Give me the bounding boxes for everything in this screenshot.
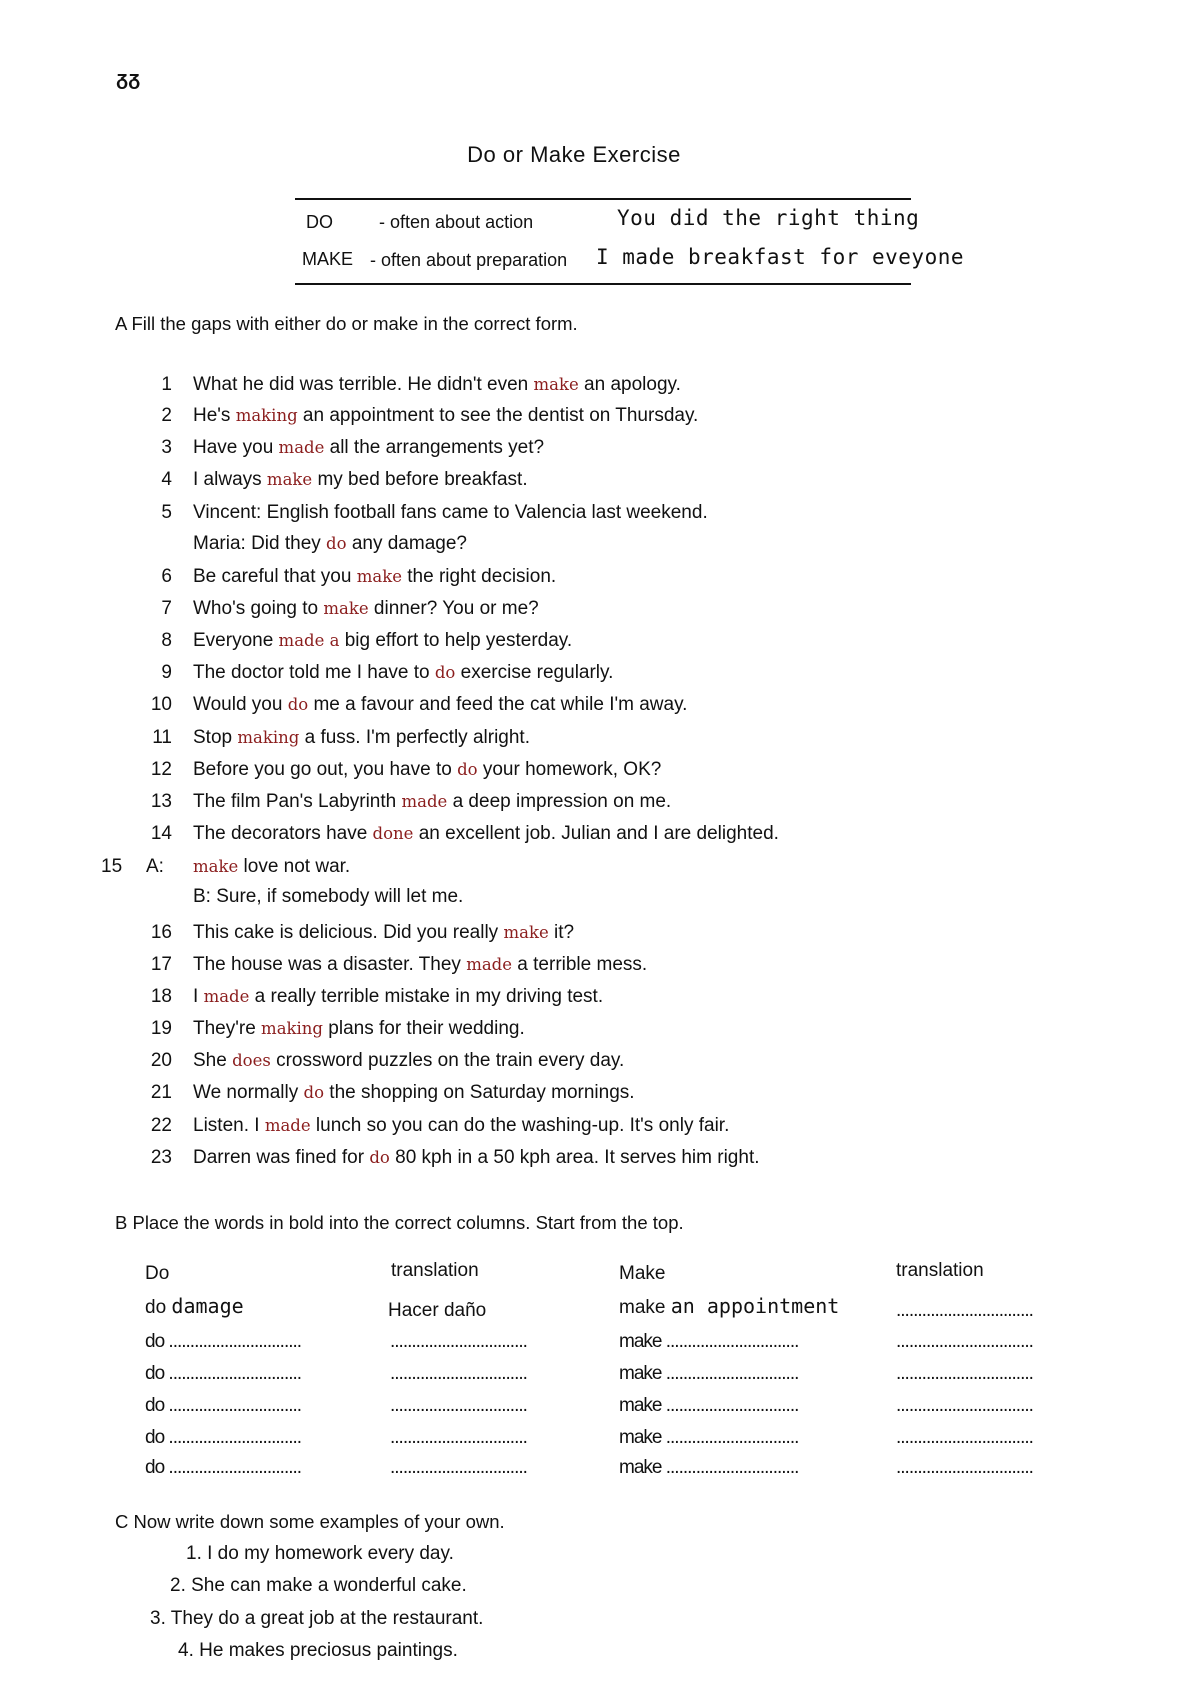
sentence-text: love not war. [238,856,351,877]
exercise-sentence [193,1115,729,1137]
corner-mark: ᵹᵹ [116,68,141,90]
item-number: 1 [161,374,172,395]
answer-word: do [303,1083,325,1102]
exercise-sentence [193,533,467,555]
translation-blank[interactable]: ................................ [390,1457,527,1478]
exercise-sentence [193,1147,760,1169]
sentence-text: a terrible mess. [512,954,648,975]
sentence-text: the shopping on Saturday mornings. [324,1082,635,1103]
sentence-text: Before you go out, you have to [193,759,458,780]
exercise-sentence [193,598,539,620]
sentence-text: The decorators have [193,823,373,844]
definition-do-key: DO [306,212,333,232]
bottom-rule [295,283,911,285]
exercise-sentence [193,1018,525,1040]
item-number: 20 [150,1050,172,1071]
answer-word: make [356,567,402,586]
item-number: 3 [161,437,172,458]
sentence-text: I always [193,469,267,490]
answer-word: done [372,824,414,843]
translation-blank[interactable]: ................................ [896,1363,1033,1384]
sentence-text: Everyone [193,630,279,651]
answer-word: made [264,1116,311,1135]
exercise-sentence [193,1050,624,1072]
item-number: 21 [150,1082,172,1103]
sentence-text: my bed before breakfast. [312,469,528,490]
sentence-text: The doctor told me I have to [193,662,435,683]
sentence-text: it? [548,922,575,943]
make-blank[interactable]: make ............................... [619,1395,799,1416]
definition-make-description: - often about preparation [370,250,568,270]
make-blank[interactable]: make ............................... [619,1331,799,1352]
definition-do-example: You did the right thing [617,206,920,230]
sentence-text: lunch so you can do the washing-up. It's only fair. [310,1115,730,1136]
answer-word: making [235,406,298,425]
make-blank[interactable]: make ............................... [619,1427,799,1448]
sentence-text: any damage? [346,533,467,554]
sentence-text: Be careful that you [193,566,357,587]
exercise-sentence [193,791,671,813]
answer-word: made [401,792,448,811]
speaker-label: A: [146,856,164,877]
exercise-sentence [193,694,687,716]
do-blank[interactable]: do ............................... [145,1457,302,1478]
first-row-do [145,1294,244,1319]
sentence-text: Stop [193,727,238,748]
answer-word: do [457,760,478,779]
item-number: 6 [161,566,172,587]
first-row-make [619,1294,839,1319]
example-item: 1. I do my homework every day. [186,1543,454,1564]
exercise-sentence [193,954,647,976]
item-number: 8 [161,630,172,651]
first-row-make-translation: ................................ [896,1300,1033,1321]
translation-blank[interactable]: ................................ [390,1427,527,1448]
item-number: 5 [161,502,172,523]
sentence-text: a really terrible mistake in my driving test. [249,986,604,1007]
sentence-text: an apology. [578,374,681,395]
example-item: 4. He makes preciosus paintings. [178,1640,458,1661]
translation-blank[interactable]: ................................ [896,1331,1033,1352]
item-number: 19 [150,1018,172,1039]
sentence-text: She [193,1050,233,1071]
answer-word: make [323,599,369,618]
sentence-text: Darren was fined for [193,1147,370,1168]
answer-word: do [434,663,456,682]
sentence-text: Vincent: English football fans came to Valencia last weekend. [193,502,708,523]
item-number: 7 [161,598,172,619]
answer-word: making [261,1019,323,1038]
answer-word: make [266,470,313,489]
answer-word: made [278,438,325,457]
translation-blank[interactable]: ................................ [390,1395,527,1416]
do-blank[interactable]: do ............................... [145,1331,302,1352]
exercise-sentence [193,437,544,459]
make-prefix: make [619,1297,666,1318]
answer-word: made [203,987,250,1006]
sentence-text: What he did was terrible. He didn't even [193,374,534,395]
sentence-text: 80 kph in a 50 kph area. It serves him right. [389,1147,760,1168]
translation-blank[interactable]: ................................ [896,1427,1033,1448]
sentence-text: Have you [193,437,279,458]
column-header-make: Make [619,1263,666,1284]
sentence-text: This cake is delicious. Did you really [193,922,504,943]
item-number: 2 [161,405,172,426]
do-blank[interactable]: do ............................... [145,1395,302,1416]
top-rule [295,198,911,200]
item-number: 22 [150,1115,172,1136]
sentence-text: He's [193,405,236,426]
column-header-translation-do: translation [391,1260,479,1281]
sentence-text: an excellent job. Julian and I are delighted. [413,823,779,844]
item-number: 4 [161,469,172,490]
sentence-text: Would you [193,694,288,715]
sentence-text: Maria: Did they [193,533,327,554]
section-a-heading: A Fill the gaps with either do or make in the correct form. [115,313,578,334]
sentence-text: B: Sure, if somebody will let me. [193,886,464,907]
sentence-text: all the arrangements yet? [324,437,545,458]
answer-word: does [232,1051,271,1070]
answer-word: do [287,695,309,714]
exercise-sentence [193,823,779,845]
exercise-sentence [193,502,708,524]
exercise-sentence [193,856,350,878]
sentence-text: The house was a disaster. They [193,954,467,975]
exercise-sentence [193,566,556,588]
do-blank[interactable]: do ............................... [145,1427,302,1448]
item-number: 11 [152,727,172,748]
sentence-text: The film Pan's Labyrinth [193,791,402,812]
sentence-text: a deep impression on me. [447,791,672,812]
answer-word: make [533,375,579,394]
sentence-text: We normally [193,1082,304,1103]
translation-blank[interactable]: ................................ [896,1395,1033,1416]
sentence-text: crossword puzzles on the train every day. [270,1050,625,1071]
item-number: 18 [150,986,172,1007]
section-b-heading: B Place the words in bold into the correct columns. Start from the top. [115,1212,684,1233]
sentence-text: the right decision. [401,566,557,587]
answer-word: made a [278,631,340,650]
definition-make-key: MAKE [302,249,354,269]
make-answer: an appointment [670,1294,840,1318]
item-number: 14 [150,823,172,844]
sentence-text: big effort to help yesterday. [339,630,573,651]
sentence-text: plans for their wedding. [323,1018,525,1039]
item-number: 9 [161,662,172,683]
translation-blank[interactable]: ................................ [390,1363,527,1384]
sentence-text: an appointment to see the dentist on Thursday. [297,405,699,426]
answer-word: make [503,923,549,942]
sentence-text: Listen. I [193,1115,265,1136]
sentence-text: Who's going to [193,598,324,619]
definition-make-example: I made breakfast for eveyone [596,245,965,269]
sentence-text: your homework, OK? [477,759,662,780]
sentence-text: dinner? You or me? [368,598,539,619]
sentence-text: exercise regularly. [455,662,614,683]
exercise-sentence [193,727,530,749]
exercise-sentence [193,630,572,652]
exercise-sentence [193,469,528,491]
exercise-sentence [193,662,613,684]
item-number: 16 [150,922,172,943]
exercise-sentence [193,886,463,908]
sentence-text: me a favour and feed the cat while I'm away. [308,694,688,715]
answer-word: making [237,728,300,747]
column-header-do: Do [145,1263,170,1284]
answer-word: make [193,857,239,876]
example-item: 3. They do a great job at the restaurant. [150,1608,484,1629]
sentence-text: I [193,986,204,1007]
page-title: Do or Make Exercise [467,142,681,167]
exercise-sentence [193,986,603,1008]
do-prefix: do [145,1297,167,1318]
exercise-sentence [193,922,574,944]
make-blank[interactable]: make ............................... [619,1363,799,1384]
answer-word: made [466,955,513,974]
exercise-sentence [193,405,698,427]
item-number: 12 [150,759,172,780]
make-blank[interactable]: make ............................... [619,1457,799,1478]
exercise-sentence [193,1082,635,1104]
sentence-text: a fuss. I'm perfectly alright. [299,727,530,748]
exercise-sentence [193,759,661,781]
column-header-translation-make: translation [896,1260,984,1281]
answer-word: do [326,534,347,553]
first-row-do-translation: Hacer daño [388,1300,487,1321]
section-c-heading: C Now write down some examples of your own. [115,1511,505,1532]
exercise-sentence [193,374,681,396]
example-item: 2. She can make a wonderful cake. [170,1575,467,1596]
item-number: 13 [150,791,172,812]
translation-blank[interactable]: ................................ [390,1331,527,1352]
definition-do-description: - often about action [379,212,534,232]
do-blank[interactable]: do ............................... [145,1363,302,1384]
answer-word: do [369,1148,390,1167]
sentence-text: They're [193,1018,262,1039]
translation-blank[interactable]: ................................ [896,1457,1033,1478]
item-number: 23 [150,1147,172,1168]
item-number: 15 [101,856,123,877]
item-number: 17 [150,954,172,975]
do-answer: damage [171,1294,244,1318]
item-number: 10 [150,694,172,715]
